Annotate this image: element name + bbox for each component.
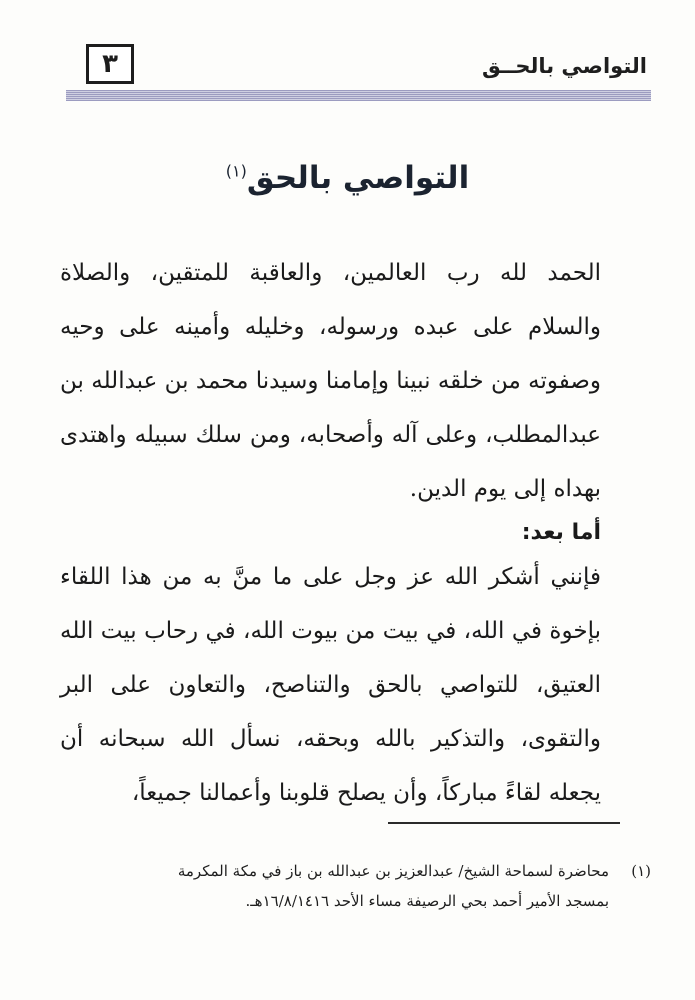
chapter-title bbox=[0, 160, 695, 196]
footnote-text-2: بمسجد الأمير أحمد بحي الرصيفة مساء الأحد ١٦/٨/١٤١٦هـ. bbox=[245, 892, 609, 910]
footnote-line-1 bbox=[54, 856, 651, 886]
amma-baad-heading: أما بعد: bbox=[521, 520, 601, 545]
footnote-text-1: محاضرة لسماحة الشيخ/ عبدالعزيز بن عبدالله بن باز في مكة المكرمة bbox=[177, 862, 609, 880]
chapter-title-text: التواصي بالحق bbox=[246, 160, 470, 196]
paragraph-opening: الحمد لله رب العالمين، والعاقبة للمتقين، والصلاة والسلام على عبده ورسوله، وخليله وأمينه على وحيه وصفوته من خلقه نبينا وإمامنا وسيدنا محمد بن عبدالله بن عبدالمطلب، وعلى آله وأصحابه، ومن سلك سبيله واهتدى بهداه إلى يوم الدين. bbox=[60, 260, 601, 502]
page-header bbox=[66, 44, 651, 102]
footnote bbox=[54, 856, 651, 916]
running-title: التواصي بالحــق bbox=[482, 54, 647, 78]
footnote-number: (١) bbox=[631, 862, 651, 880]
paragraph-main: فإنني أشكر الله عز وجل على ما منَّ به من هذا اللقاء بإخوة في الله، في بيت من بيوت الله، في رحاب بيت الله العتيق، للتواصي بالحق والتناصح، والتعاون على البر والتقوى، والتذكير بالله وبحقه، نسأل الله سبحانه أن يجعله لقاءً مباركاً، وأن يصلح قلوبنا وأعمالنا جميعاً، bbox=[60, 564, 601, 806]
footnote-separator bbox=[388, 822, 620, 824]
header-rule bbox=[66, 90, 651, 101]
page-number: ٣ bbox=[86, 44, 134, 84]
body-text bbox=[60, 246, 637, 820]
footnote-marker: (١) bbox=[225, 161, 247, 181]
